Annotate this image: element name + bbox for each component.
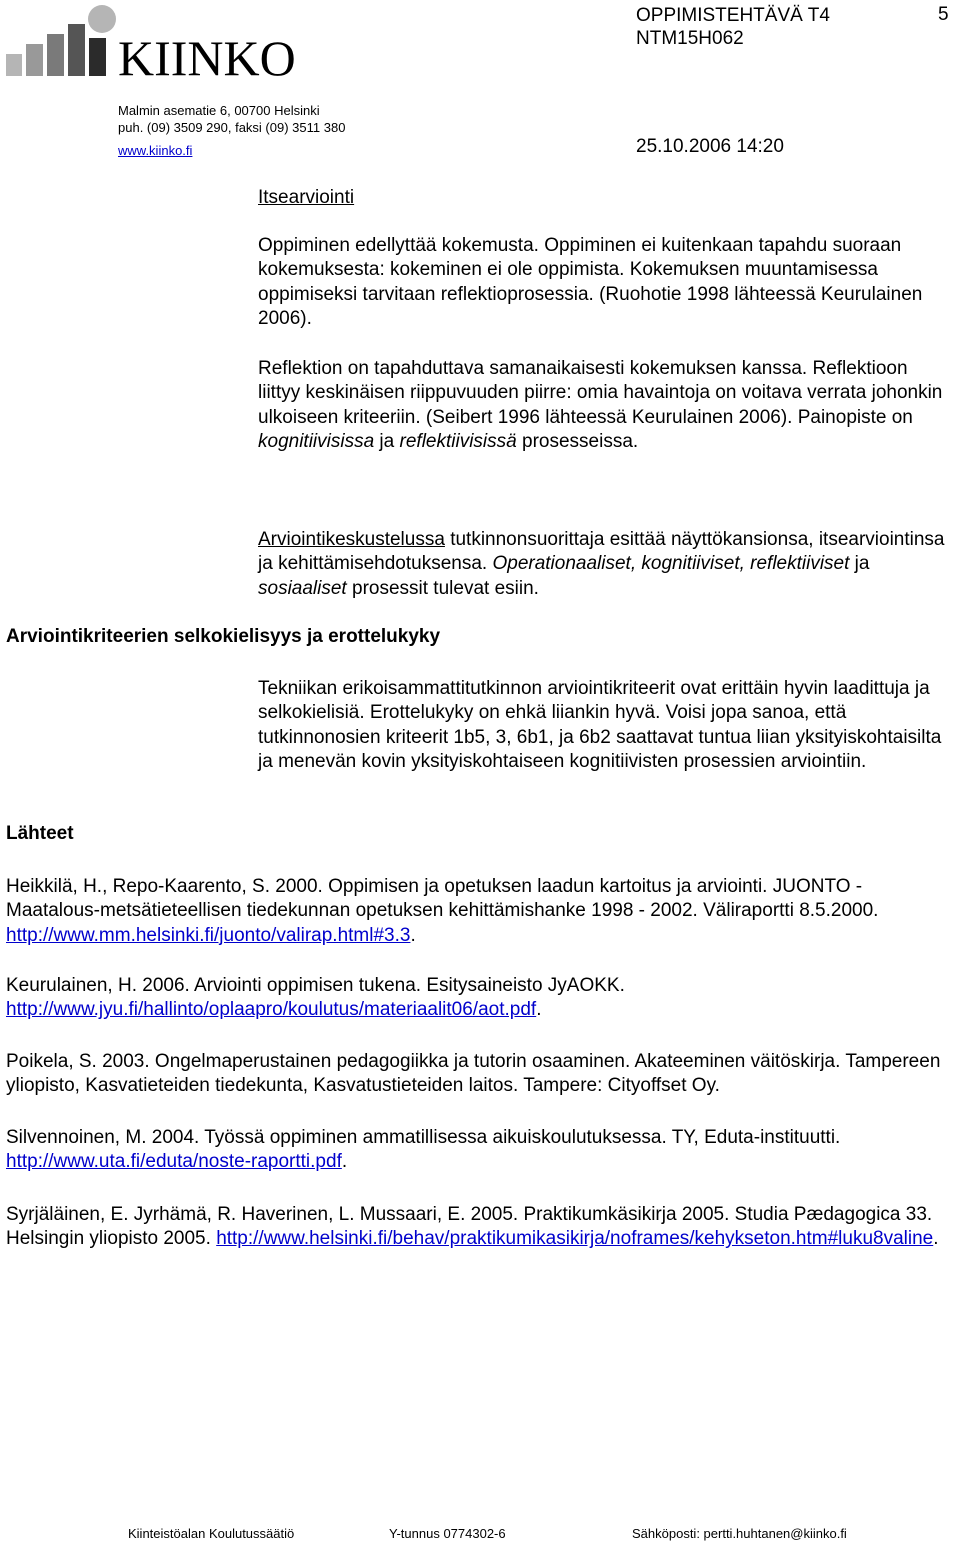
emphasis-reflective: reflektiivisissä (399, 430, 517, 452)
logo-graphic (6, 2, 346, 92)
reference-link[interactable]: http://www.jyu.fi/hallinto/oplaapro/koulutus/materiaalit06/aot.pdf (6, 999, 537, 1021)
doc-title-line2: NTM15H062 (636, 28, 744, 49)
document-datetime: 25.10.2006 14:20 (636, 136, 784, 157)
paragraph-reflection: Reflektion on tapahduttava samanaikaisesti kokemuksen kanssa. Reflektioon liittyy keskinäisen riippuvuuden piirre: omia havaintoja on voitava verrata johonkin ulkoiseen kriteeriin. (Seibert 1996 lähteessä Keurulainen 2006). Painopiste on kognitiivisissa ja reflektiivisissä prosesseissa. (258, 358, 943, 452)
reference-link[interactable]: http://www.mm.helsinki.fi/juonto/valirap.html#3.3 (6, 924, 411, 946)
section-title-self-assessment: Itsearviointi (258, 187, 355, 208)
doc-title-line1: OPPIMISTEHTÄVÄ T4 (636, 5, 830, 26)
reference-item: Syrjäläinen, E. Jyrhämä, R. Haverinen, L. Mussaari, E. 2005. Praktikumkäsikirja 2005. Studia Pædagogica 33. Helsingin yliopisto 2005. http://www.helsinki.fi/behav/praktikumikasikirja/noframes/kehykseton.htm#luku8valine. (6, 1204, 939, 1250)
emphasis-social: sosiaaliset (258, 577, 347, 599)
section-heading-references: Lähteet (6, 823, 74, 844)
page-number: 5 (938, 4, 949, 25)
reference-item: Heikkilä, H., Repo-Kaarento, S. 2000. Oppimisen ja opetuksen laadun kartoitus ja arviointi. JUONTO - Maatalous-metsätieteellisen tiedekunnan opetuksen kehittämishanke 1998 - 2002. Väliraportti 8.5.2000. http://www.mm.helsinki.fi/juonto/valirap.html#3.3. (6, 876, 879, 946)
phone-line: puh. (09) 3509 290, faksi (09) 3511 380 (118, 120, 346, 135)
reference-link[interactable]: http://www.helsinki.fi/behav/praktikumikasikirja/noframes/kehykseton.htm#luku8valine (216, 1228, 934, 1250)
logo-text: KIINKO (118, 30, 296, 86)
footer-business-id: Y-tunnus 0774302-6 (389, 1526, 506, 1541)
reference-link[interactable]: http://www.uta.fi/eduta/noste-raportti.pdf (6, 1151, 342, 1173)
reference-item: Poikela, S. 2003. Ongelmaperustainen pedagogiikka ja tutorin osaaminen. Akateeminen väitöskirja. Tampereen yliopisto, Kasvatieteiden tiedekunta, Kasvatustieteiden laitos. Tampere: Cityoffset Oy. (6, 1051, 941, 1097)
underlined-term: Arviointikeskustelussa (258, 529, 445, 550)
document-title (636, 4, 830, 50)
paragraph-assessment-discussion: Arviointikeskustelussa tutkinnonsuorittaja esittää näyttökansionsa, itsearviointinsa ja kehittämisehdotuksensa. Operationaaliset, kognitiiviset, reflektiiviset ja sosiaaliset prosessit tulevat esiin. (258, 529, 945, 599)
reference-item: Silvennoinen, M. 2004. Työssä oppiminen ammatillisessa aikuiskoulutuksessa. TY, Eduta-instituutti. http://www.uta.fi/eduta/noste-raportti.pdf. (6, 1127, 841, 1173)
footer-email: Sähköposti: pertti.huhtanen@kiinko.fi (632, 1526, 847, 1541)
footer-organization: Kiinteistöalan Koulutussäätiö (128, 1526, 295, 1541)
company-address (118, 102, 345, 159)
emphasis-cognitive: kognitiivisissa (258, 430, 375, 452)
reference-item: Keurulainen, H. 2006. Arviointi oppimisen tukena. Esitysaineisto JyAOKK. http://www.jyu.fi/hallinto/oplaapro/koulutus/materiaalit06/aot.pdf. (6, 975, 625, 1021)
address-line: Malmin asematie 6, 00700 Helsinki (118, 103, 320, 118)
section-heading-criteria: Arviointikriteerien selkokielisyys ja erottelukyky (6, 626, 441, 647)
emphasis-processes: Operationaaliset, kognitiiviset, reflektiiviset (492, 553, 850, 575)
paragraph-experience: Oppiminen edellyttää kokemusta. Oppiminen ei kuitenkaan tapahdu suoraan kokemuksesta: kokeminen ei ole oppimista. Kokemuksen muuntamisessa oppimiseksi tarvitaan reflektioprosessia. (Ruohotie 1998 lähteessä Keurulainen 2006). (258, 235, 923, 329)
paragraph-criteria: Tekniikan erikoisammattitutkinnon arviointikriteerit ovat erittäin hyvin laadittuja ja selkokielisiä. Erottelukyky on ehkä liiankin hyvä. Voisi jopa sanoa, että tutkinnonosien kriteerit 1b5, 3, 6b1, ja 6b2 saattavat tuntua liian yksityiskohtaisilta ja menevän kovin yksityiskohtaiseen kognitiivisten prosessien arviointiin. (258, 678, 942, 772)
kiinko-logo (6, 2, 346, 92)
website-link[interactable]: www.kiinko.fi (118, 143, 193, 158)
